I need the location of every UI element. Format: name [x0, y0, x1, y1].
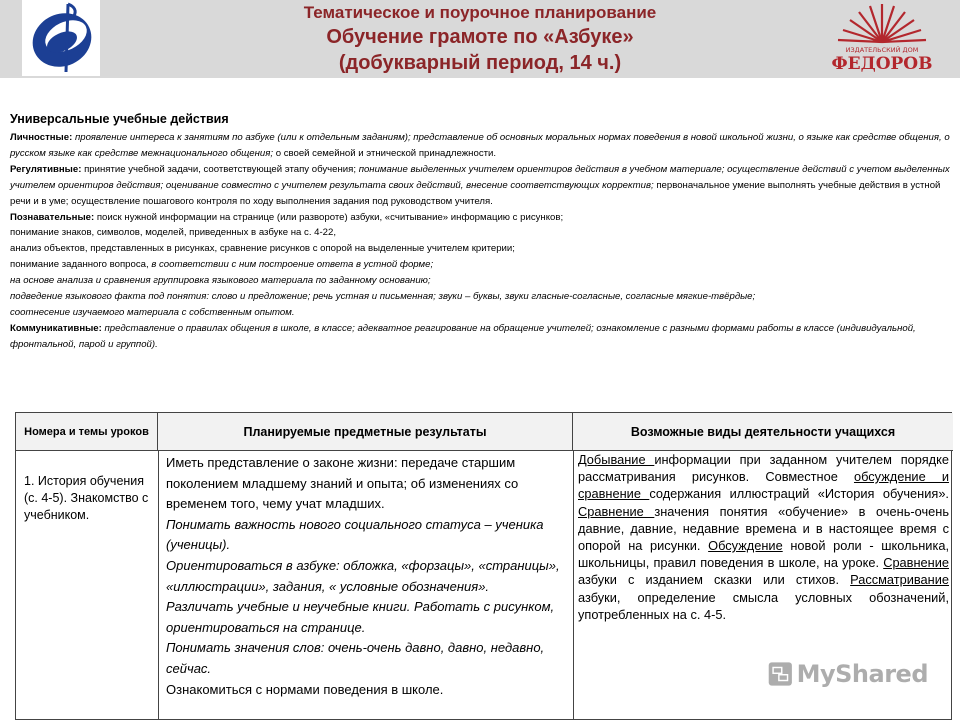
result-item: Иметь представление о законе жизни: передаче старшим поколением младшему знаний и опыта; об изменениях со временем того, чему учат младших.	[166, 455, 519, 512]
sunrise-icon	[838, 4, 926, 42]
result-item: Понимать значения слов: очень-очень давно, давно, недавно, сейчас.	[166, 640, 545, 676]
activity-keyword: Рассматривание	[850, 572, 949, 588]
cognitive-line-3: анализ объектов, представленных в рисунках, сравнение рисунков с опорой на выделенные учителем критерии;	[10, 243, 515, 255]
slides-icon	[768, 657, 793, 691]
personal-text-1: проявление интереса к занятиям по азбуке (или к отдельным заданиям); представление об основных моральных нормах поведения в новой школьной жизни, о языке как средстве общения, о русском языке как средстве межнационального общения;	[10, 132, 950, 159]
regulatory-label: Регулятивные:	[10, 163, 82, 175]
activity-text: информации при заданном учителем порядке рассматривания рисунков. Совместное	[578, 452, 949, 485]
publisher-logo	[826, 0, 938, 76]
regulatory-text-2: понимание выделенных учителем ориентиров действия в учебном материале; осуществление действий с учетом выделенных учителем ориентиров действия; оценивание совместно с учителем результата своих действий, внесение соответствующих корректив;	[10, 163, 950, 191]
uud-communicative	[10, 321, 950, 353]
communicative-label: Коммуникативные:	[10, 322, 102, 334]
cognitive-line-4a: понимание заданного вопроса,	[10, 259, 149, 271]
watermark-text: MyShared	[796, 660, 928, 688]
uud-regulatory	[10, 162, 950, 210]
cognitive-line-7: соотнесение изучаемого материала с собственным опытом.	[10, 306, 295, 318]
uud-section	[10, 110, 950, 353]
activity-keyword: обсуждение и сравнение	[578, 469, 949, 502]
activity-keyword: Сравнение	[883, 555, 949, 571]
result-item: Понимать важность нового социального статуса – ученика (ученицы).	[166, 516, 544, 553]
result-item: Ориентироваться в азбуке: обложка, «форзацы», «страницы», «иллюстрации», задания, « условные обозначения».	[166, 557, 560, 594]
table-divider-2	[573, 451, 574, 720]
activity-keyword: Добывание	[578, 452, 655, 467]
table-divider-1	[158, 451, 159, 720]
uud-title: Универсальные учебные действия	[10, 112, 229, 126]
activity-text: новой роли - школьника, школьницы, правил поведения в школе, на уроке.	[578, 538, 950, 571]
table-header-activities: Возможные виды деятельности учащихся	[573, 413, 953, 451]
table-header-lessons: Номера и темы уроков	[16, 413, 158, 451]
result-item: Ознакомиться с нормами поведения в школе.	[166, 681, 444, 697]
result-item: Различать учебные и неучебные книги. Работать с рисунком, ориентироваться на странице.	[166, 599, 555, 635]
watermark	[768, 656, 928, 692]
title-line-1: Тематическое и поурочное планирование	[303, 3, 657, 22]
cognitive-line-4	[10, 257, 950, 273]
table-header-results: Планируемые предметные результаты	[158, 413, 573, 451]
header-band	[0, 0, 960, 78]
activity-text: азбуки с изданием сказки или стихов.	[578, 572, 851, 588]
activities-cell	[578, 451, 949, 623]
cognitive-line-6: подведение языкового факта под понятия: слово и предложение; речь устная и письменная; звуки – буквы, звуки гласные-согласные, согласные мягкие-твёрдые;	[10, 291, 756, 303]
school-logo-icon	[22, 0, 100, 76]
personal-label: Личностные:	[10, 132, 73, 143]
publisher-logo-top: ИЗДАТЕЛЬСКИЙ ДОМ	[845, 46, 919, 54]
publisher-logo-name: ФЕДОРОВ	[831, 54, 933, 74]
lesson-cell: 1. История обучения (с. 4-5). Знакомство с учебником.	[24, 474, 149, 522]
cognitive-label: Познавательные:	[10, 211, 95, 223]
activity-text: содержания иллюстраций «История обучения».	[649, 486, 949, 502]
activity-keyword: Обсуждение	[708, 538, 783, 554]
activities-text	[578, 451, 949, 623]
communicative-text: представление о правилах общения в школе, в классе; адекватное реагирование на обращение учителей; ознакомление с разными формами работы в классе (индивидуальной, фронтальной, парой и группой).	[10, 322, 916, 350]
cognitive-line-4b: в соответствии с ним построение ответа в устной форме;	[148, 259, 434, 271]
title-line-3: (добукварный период, 14 ч.)	[338, 52, 622, 74]
activity-text: азбуки, определение смысла условных обозначений, употребленных на с. 4-5.	[578, 589, 949, 622]
results-cell	[166, 453, 566, 700]
regulatory-text-1: принятие учебной задачи, соответствующей этапу обучения;	[81, 163, 357, 175]
page-title	[180, 2, 780, 76]
cognitive-line-1: поиск нужной информации на странице (или развороте) азбуки, «считывание» информацию с рисунков;	[94, 211, 564, 223]
personal-text-2: о своей семейной и этнической принадлежности.	[273, 147, 497, 159]
regulatory-text-3: первоначальное умение выполнять учебные действия в устной речи и в уме; осуществление пошагового контроля по ходу выполнения задания под руководством учителя.	[10, 179, 941, 207]
title-line-2: Обучение грамоте по «Азбуке»	[326, 26, 634, 48]
cognitive-line-5: на основе анализа и сравнения группировка языкового материала по заданному основанию;	[10, 275, 431, 287]
uud-cognitive	[10, 210, 950, 226]
activity-text: значения понятия «обучение» в очень-очень давние, давние, недавние времена и в настоящее время с опорой на рисунки.	[578, 503, 949, 554]
uud-personal	[10, 130, 950, 162]
activity-keyword: Сравнение	[578, 503, 655, 519]
cognitive-line-2: понимание знаков, символов, моделей, приведенных в азбуке на с. 4-22,	[10, 227, 337, 239]
